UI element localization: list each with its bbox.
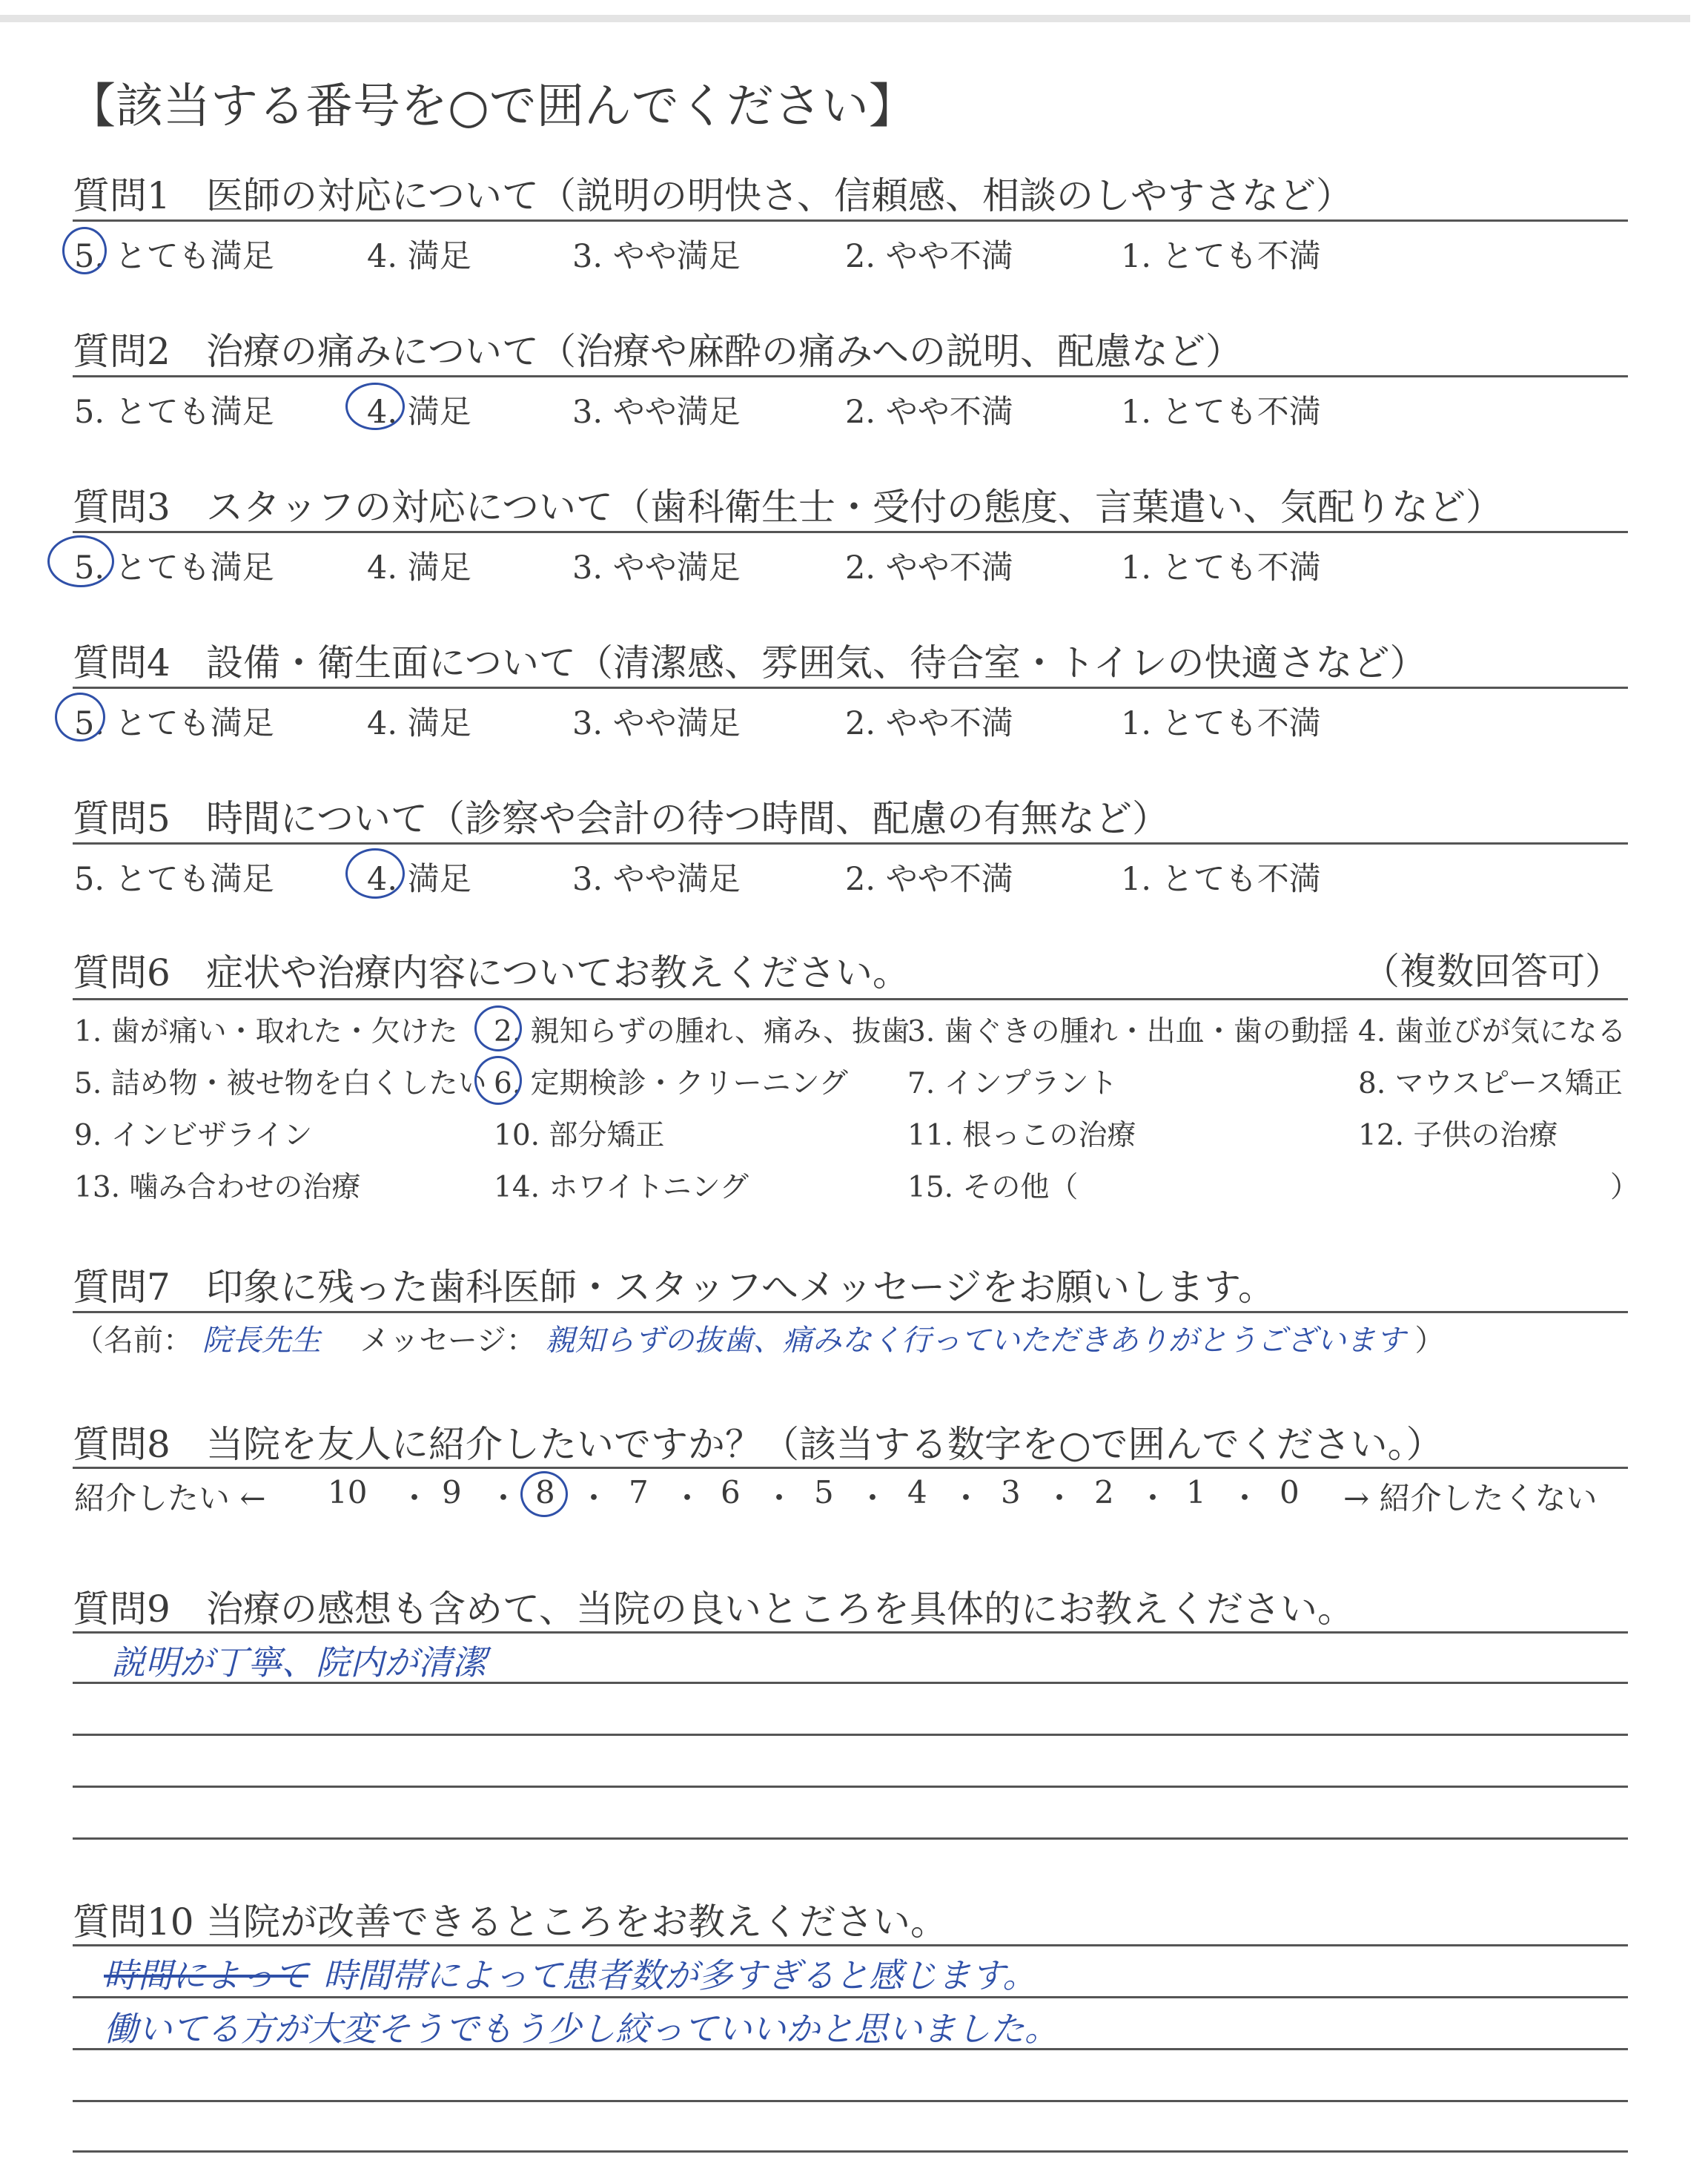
option-4[interactable]: 4. 満足 — [367, 238, 471, 275]
option-2[interactable]: 2. やや不満 — [845, 238, 1013, 275]
scale-value[interactable]: 10 — [328, 1474, 368, 1510]
symptom-option[interactable]: 10. 部分矯正 — [494, 1119, 665, 1152]
selection-circle — [62, 227, 107, 274]
symptom-option[interactable]: 2. 親知らずの腫れ、痛み、抜歯 — [494, 1015, 910, 1048]
selection-circle — [55, 693, 105, 742]
answer-line — [73, 1944, 1628, 1946]
option-4[interactable]: 4. 満足 — [367, 705, 471, 742]
option-3[interactable]: 3. やや満足 — [572, 394, 741, 431]
question-rule — [73, 375, 1628, 377]
scale-dot: ・ — [1137, 1480, 1169, 1516]
option-1[interactable]: 1. とても不満 — [1121, 861, 1321, 898]
scale-value[interactable]: 4 — [907, 1474, 927, 1510]
question-2-options — [74, 387, 1631, 432]
question-rule — [73, 219, 1628, 222]
question-text: 設備・衛生面について（清潔感、雰囲気、待合室・トイレの快適さなど） — [206, 641, 1427, 684]
question-4-heading — [73, 633, 1427, 687]
scale-left-label: 紹介したい ← — [74, 1480, 266, 1516]
question-4-options — [74, 698, 1631, 743]
question-number: 質問4 — [73, 641, 171, 684]
name-label: （名前： — [74, 1324, 193, 1358]
option-3[interactable]: 3. やや満足 — [572, 549, 741, 587]
question-number: 質問6 — [73, 951, 171, 994]
option-5[interactable]: 5. とても満足 — [74, 394, 274, 431]
answer-line — [73, 1786, 1628, 1788]
question-2-heading — [73, 322, 1242, 375]
struck-text: 時間によって — [104, 1955, 308, 1995]
selection-circle — [47, 535, 114, 587]
question-3-options — [74, 543, 1631, 587]
name-value[interactable]: 院長先生 — [202, 1324, 321, 1358]
scale-dot: ・ — [488, 1480, 520, 1516]
question-number: 質問7 — [73, 1266, 171, 1309]
question-text: 症状や治療内容についてお教えください。 — [206, 951, 910, 994]
option-3[interactable]: 3. やや満足 — [572, 861, 741, 898]
scale-right-label: → 紹介したくない — [1343, 1480, 1598, 1516]
question-number: 質問5 — [73, 797, 171, 840]
scale-value[interactable]: 3 — [1001, 1474, 1021, 1510]
scale-value[interactable]: 1 — [1186, 1474, 1206, 1510]
question-5-heading — [73, 789, 1169, 842]
scale-dot: ・ — [1229, 1480, 1261, 1516]
option-5[interactable]: 5. とても満足 — [74, 861, 274, 898]
symptom-option[interactable]: 15. その他（ — [907, 1171, 1079, 1204]
symptom-option[interactable]: 5. 詰め物・被せ物を白くしたい — [74, 1067, 487, 1100]
option-1[interactable]: 1. とても不満 — [1121, 394, 1321, 431]
option-3[interactable]: 3. やや満足 — [572, 238, 741, 275]
question-1-heading — [73, 166, 1353, 219]
option-2[interactable]: 2. やや不満 — [845, 549, 1013, 587]
option-2[interactable]: 2. やや不満 — [845, 861, 1013, 898]
symptom-option[interactable]: 7. インプラント — [907, 1067, 1118, 1100]
question-1-options — [74, 231, 1631, 276]
option-4[interactable]: 4. 満足 — [367, 861, 471, 898]
selection-circle — [345, 848, 405, 899]
message-close-paren: ） — [1414, 1324, 1445, 1358]
option-5[interactable]: 5. とても満足 — [74, 238, 274, 275]
symptom-option[interactable]: 11. 根っこの治療 — [907, 1119, 1136, 1152]
q10-answer-line-2[interactable]: 働いてる方が大変そうでもう少し絞っていいかと思いました。 — [104, 2009, 1059, 2049]
question-text: 当院が改善できるところをお教えください。 — [206, 1900, 947, 1943]
answer-line — [73, 1734, 1628, 1736]
question-rule — [73, 531, 1628, 533]
question-6-heading — [73, 943, 910, 997]
scale-dot: ・ — [399, 1480, 431, 1516]
scale-dot: ・ — [672, 1480, 704, 1516]
question-3-heading — [73, 478, 1503, 531]
question-number: 質問8 — [73, 1423, 171, 1466]
scale-value[interactable]: 5 — [814, 1474, 834, 1510]
scale-value[interactable]: 2 — [1094, 1474, 1114, 1510]
scale-dot: ・ — [1044, 1480, 1076, 1516]
question-rule — [73, 1311, 1628, 1313]
selection-circle — [474, 1005, 522, 1051]
scale-dot: ・ — [950, 1480, 982, 1516]
question-number: 質問10 — [73, 1900, 194, 1943]
scale-dot: ・ — [578, 1480, 610, 1516]
option-2[interactable]: 2. やや不満 — [845, 394, 1013, 431]
q10-answer-line-1[interactable] — [104, 1949, 1036, 1998]
answer-line — [73, 1837, 1628, 1840]
symptom-option[interactable]: 14. ホワイトニング — [494, 1171, 749, 1204]
question-text: スタッフの対応について（歯科衛生士・受付の態度、言葉遣い、気配りなど） — [206, 486, 1503, 529]
scale-value[interactable]: 6 — [721, 1474, 741, 1510]
symptom-option[interactable]: 8. マウスピース矯正 — [1358, 1067, 1623, 1100]
answer-line — [73, 2100, 1628, 2102]
scale-value[interactable]: 0 — [1280, 1474, 1300, 1510]
symptom-option[interactable]: 6. 定期検診・クリーニング — [494, 1067, 848, 1100]
message-value[interactable]: 親知らずの抜歯、痛みなく行っていただきありがとうございます — [545, 1324, 1406, 1358]
scale-value[interactable]: 7 — [629, 1474, 649, 1510]
option-2[interactable]: 2. やや不満 — [845, 705, 1013, 742]
page-title: 【該当する番号を○で囲んでください】 — [68, 79, 916, 134]
question-text: 時間について（診察や会計の待つ時間、配慮の有無など） — [206, 797, 1169, 840]
symptom-option[interactable]: 1. 歯が痛い・取れた・欠けた — [74, 1015, 458, 1048]
answer-text: 時間帯によって患者数が多すぎると感じます。 — [323, 1955, 1037, 1995]
question-10-heading — [73, 1892, 947, 1946]
q9-answer[interactable]: 説明が丁寧、院内が清潔 — [111, 1642, 486, 1682]
question-7-heading — [73, 1258, 1275, 1311]
question-number: 質問1 — [73, 174, 171, 217]
option-5[interactable]: 5. とても満足 — [74, 549, 274, 587]
selection-circle — [345, 383, 405, 430]
symptom-option[interactable]: 13. 噛み合わせの治療 — [74, 1171, 361, 1204]
question-rule — [73, 1467, 1628, 1469]
scale-value[interactable]: 9 — [442, 1474, 462, 1510]
question-number: 質問3 — [73, 486, 171, 529]
question-number: 質問2 — [73, 330, 171, 373]
question-text: 治療の感想も含めて、当院の良いところを具体的にお教えください。 — [206, 1588, 1354, 1631]
multiple-answers-note: （複数回答可） — [1363, 950, 1622, 993]
symptom-option[interactable]: 4. 歯並びが気になる — [1358, 1015, 1626, 1048]
answer-line — [73, 1631, 1628, 1634]
question-text: 印象に残った歯科医師・スタッフへメッセージをお願いします。 — [206, 1266, 1275, 1309]
symptom-option[interactable]: 12. 子供の治療 — [1358, 1119, 1558, 1152]
question-9-heading — [73, 1579, 1354, 1633]
selection-circle — [474, 1056, 522, 1105]
option-1[interactable]: 1. とても不満 — [1121, 549, 1321, 587]
option-4[interactable]: 4. 満足 — [367, 549, 471, 587]
scale-dot: ・ — [857, 1480, 889, 1516]
answer-line — [73, 2150, 1628, 2153]
question-8-heading — [73, 1415, 1443, 1468]
option-4[interactable]: 4. 満足 — [367, 394, 471, 431]
question-text: 医師の対応について（説明の明快さ、信頼感、相談のしやすさなど） — [206, 174, 1353, 217]
question-rule — [73, 842, 1628, 845]
symptom-option[interactable]: 9. インビザライン — [74, 1119, 313, 1152]
question-rule — [73, 687, 1628, 689]
question-text: 治療の痛みについて（治療や麻酔の痛みへの説明、配慮など） — [206, 330, 1242, 373]
question-text: 当院を友人に紹介したいですか？（該当する数字を○で囲んでください。） — [206, 1423, 1443, 1466]
option-1[interactable]: 1. とても不満 — [1121, 705, 1321, 742]
option-1[interactable]: 1. とても不満 — [1121, 238, 1321, 275]
question-5-options — [74, 854, 1631, 899]
message-label: メッセージ： — [360, 1324, 537, 1358]
other-close-paren: ） — [1610, 1171, 1640, 1204]
option-3[interactable]: 3. やや満足 — [572, 705, 741, 742]
scale-dot: ・ — [764, 1480, 795, 1516]
question-rule — [73, 998, 1628, 1000]
symptom-option[interactable]: 3. 歯ぐきの腫れ・出血・歯の動揺 — [907, 1015, 1349, 1048]
selection-circle — [520, 1471, 568, 1517]
message-line — [74, 1317, 1444, 1359]
scan-edge — [0, 15, 1690, 22]
scale-value[interactable]: 8 — [535, 1474, 555, 1510]
question-number: 質問9 — [73, 1588, 171, 1631]
option-5[interactable]: 5. とても満足 — [74, 705, 274, 742]
